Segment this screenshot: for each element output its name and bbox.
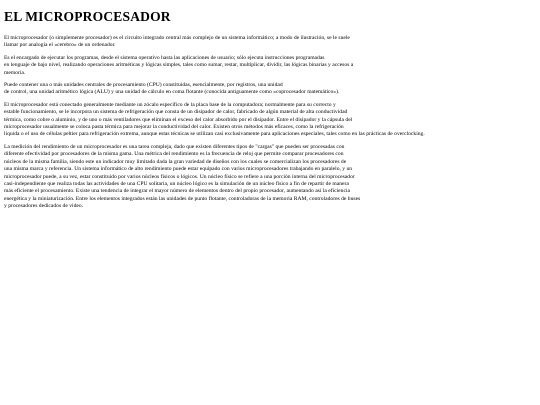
document-page xyxy=(4,8,538,216)
page-title: EL MICROPROCESADOR xyxy=(4,9,171,24)
paragraph-3 xyxy=(4,82,538,97)
paragraph-line: El microprocesador (o simplemente procesador) es el circuito integrado central más complejo de un sistema informático; a modo de ilustración, se le suele xyxy=(4,35,350,41)
paragraph-line: Puede contener una o más unidades centrales de procesamiento (CPU) constituidas, esencialmente, por registros, una unidad xyxy=(4,82,283,89)
paragraph-line: microprocesador puede, a su vez, estar constituido por varios núcleos físicos o lógicos. Un núcleo físico se refiere a una porción interna del microprocesador xyxy=(4,173,355,180)
paragraph-line: casi-independiente que realiza todas las actividades de una CPU solitaria, un núcleo lógico es la simulación de un núcleo físico a fin de repartir de manera xyxy=(4,180,349,187)
paragraph-line: El microprocesador está conectado generalmente mediante un zócalo específico de la placa base de la computadora; normalmente para su correcto y xyxy=(4,101,336,108)
paragraph-line: llamar por analogía el «cerebro» de un ordenador. xyxy=(4,42,116,49)
paragraph-line: una misma marca y referencia. Un sistema informático de alto rendimiento puede estar equipado con varios microprocesadores trabajando en paralelo, y un xyxy=(4,166,353,173)
paragraph-line: diferente efectividad por procesadores de la misma gama. Una métrica del rendimiento es la frecuencia de reloj que permite comparar procesadores con xyxy=(4,151,344,158)
paragraph-line: Es el encargado de ejecutar los programas, desde el sistema operativo hasta las aplicaciones de usuario; sólo ejecuta instrucciones programadas xyxy=(4,54,325,61)
paragraph-line: líquida o el uso de células peltier para refrigeración extrema, aunque estas técnicas se utilizan casi exclusivamente para aplicaciones especiales, tales como en las prácticas de overclocking. xyxy=(4,131,425,138)
paragraph-line: estable funcionamiento, se le incorpora un sistema de refrigeración que consta de un disipador de calor, fabricado de algún material de alta conductividad xyxy=(4,109,348,116)
paragraph-line: térmica, como cobre o aluminio, y de uno o más ventiladores que eliminan el exceso del calor absorbido por el disipador. Entre el disipador y la cápsula del xyxy=(4,116,353,123)
paragraph-line: más eficiente el procesamiento. Existe una tendencia de integrar el mayor número de elementos dentro del propio procesador, aumentando así la eficiencia xyxy=(4,188,350,195)
paragraph-line: de control, una unidad aritmético lógica (ALU) y una unidad de cálculo en coma flotante (conocida antiguamente como «coprocesador matemático»). xyxy=(4,89,340,96)
paragraph-line: núcleos de la misma familia, siendo este un indicador muy limitado dada la gran variedad de diseños con los cuales se comercializan los procesadores de xyxy=(4,158,347,165)
paragraph-4 xyxy=(4,102,538,139)
paragraph-line: La medición del rendimiento de un microprocesador es una tarea compleja, dado que existen diferentes tipos de "cargas" que pueden ser procesadas con xyxy=(4,143,345,150)
paragraph-2 xyxy=(4,55,538,77)
paragraph-line: energética y la miniaturización. Entre los elementos integrados están las unidades de punto flotante, controladoras de la memoria RAM, controladores de buses xyxy=(4,195,361,202)
paragraph-5 xyxy=(4,144,538,211)
paragraph-line: en lenguaje de bajo nivel, realizando operaciones aritméticas y lógicas simples, tales como sumar, restar, multiplicar, dividir, las lógicas binarias y accesos a xyxy=(4,62,354,69)
paragraph-1 xyxy=(4,35,538,50)
document-body xyxy=(4,35,538,211)
paragraph-line: y procesadores dedicados de video. xyxy=(4,203,84,210)
paragraph-line: microprocesador usualmente se coloca pasta térmica para mejorar la conductividad del calor. Existen otros métodos más eficaces, como la refrigeración xyxy=(4,124,344,131)
paragraph-line: memoria. xyxy=(4,69,26,76)
